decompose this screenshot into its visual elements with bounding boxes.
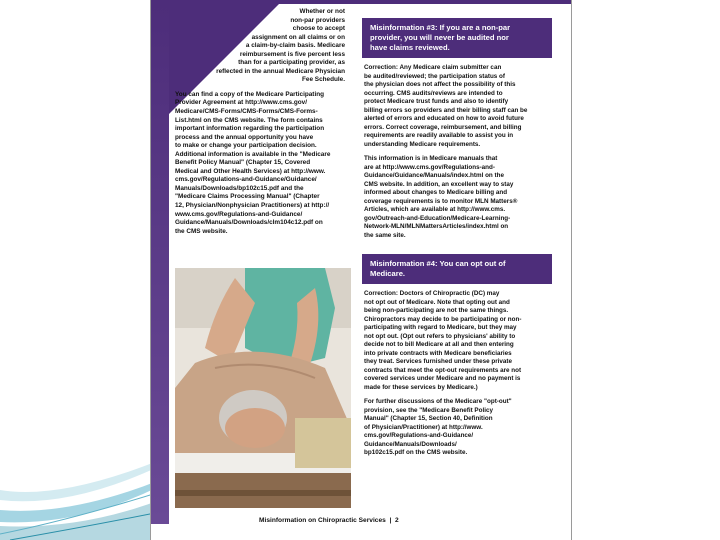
misinformation-4-further-discussion: For further discussions of the Medicare "opt-out" provision, see the "Medicare Benefit Policy Manual" (Chapter 15, Section 40, Definition of Physician/Practitioner) at http://www. cms.gov/Regulations-and-Guidance/ Guidance/Manuals/Downloads/ bp102c15.pdf on the CMS website. [364, 398, 512, 456]
slide-decoration [0, 430, 160, 540]
misinformation-3-manuals-info: This information is in Medicare manuals that are at http://www.cms.gov/Regulations-and- Guidance/Guidance/Manuals/index.html on the CMS website. In addition, an excellent way to stay informed about changes to Medicare billing and coverage requirements is to monitor MLN Matters® Articles, which are available at http://www.cms. gov/Outreach-and-Education/Medicare-Learning- Network-MLN/MLNMattersArticles/index.html on the same site. [364, 155, 518, 239]
right-column [362, 18, 552, 458]
misinformation-3-heading: Misinformation #3: If you are a non-par provider, you will never be audited nor have claims reviewed. [362, 18, 552, 58]
document-page [150, 0, 572, 540]
misinformation-4-correction: Correction: Doctors of Chiropractic (DC) may not opt out of Medicare. Note that opting out and being non-participating are not the same things. Chiropractors may decide to be participating or non- participating with regard to Medicare, but they may not opt out. (Opt out refers to physicians' ability to decide not to bill Medicare at all and then entering into private contracts with Medicare beneficiaries they treat. Services furnished under these private contracts that meet the opt-out requirements are not covered services under Medicare and no payment is made for these services by Medicare.) [364, 290, 522, 391]
chiropractic-treatment-photo [175, 268, 351, 508]
page-footer: Misinformation on Chiropractic Services | 2 [259, 517, 399, 524]
side-accent-bar [151, 4, 169, 524]
left-column [175, 8, 347, 242]
intro-text: Whether or not non-par providers choose to accept assignment on all claims or on a claim-by-claim basis. Medicare reimbursement is five percent less than for a participating provider, as reflected in the annual Medicare Physician Fee Schedule. [216, 8, 345, 84]
misinformation-3-correction: Correction: Any Medicare claim submitter can be audited/reviewed; the participation status of the physician does not affect the possibility of this occurring. CMS audits/reviews are intended to protect Medicare trust funds and also to identify billing errors so providers and their billing staff can be alerted of errors and educated on how to avoid future errors. Correct coverage, reimbursement, and billing requirements are readily available to assist you in understanding Medicare requirements. [364, 64, 528, 148]
misinformation-4-heading: Misinformation #4: You can opt out of Medicare. [362, 254, 552, 284]
participation-agreement-text: You can find a copy of the Medicare Participating Provider Agreement at http://www.cms.gov/ Medicare/CMS-Forms/CMS-Forms/CMS-Forms- List.html on the CMS website. The form contains important information regarding the participation process and the annual opportunity you have to make or change your participation decision. Additional information is available in the "Medicare Benefit Policy Manual" (Chapter 15, Covered Medical and Other Health Services) at http://www. cms.gov/Regulations-and-Guidance/Guidance/ Manuals/Downloads/bp102c15.pdf and the "Medicare Claims Processing Manual" (Chapter 12, Physician/Nonphysician Practitioners) at http:// www.cms.gov/Regulations-and-Guidance/ Guidance/Manuals/Downloads/clm104c12.pdf on the CMS website. [175, 90, 331, 235]
